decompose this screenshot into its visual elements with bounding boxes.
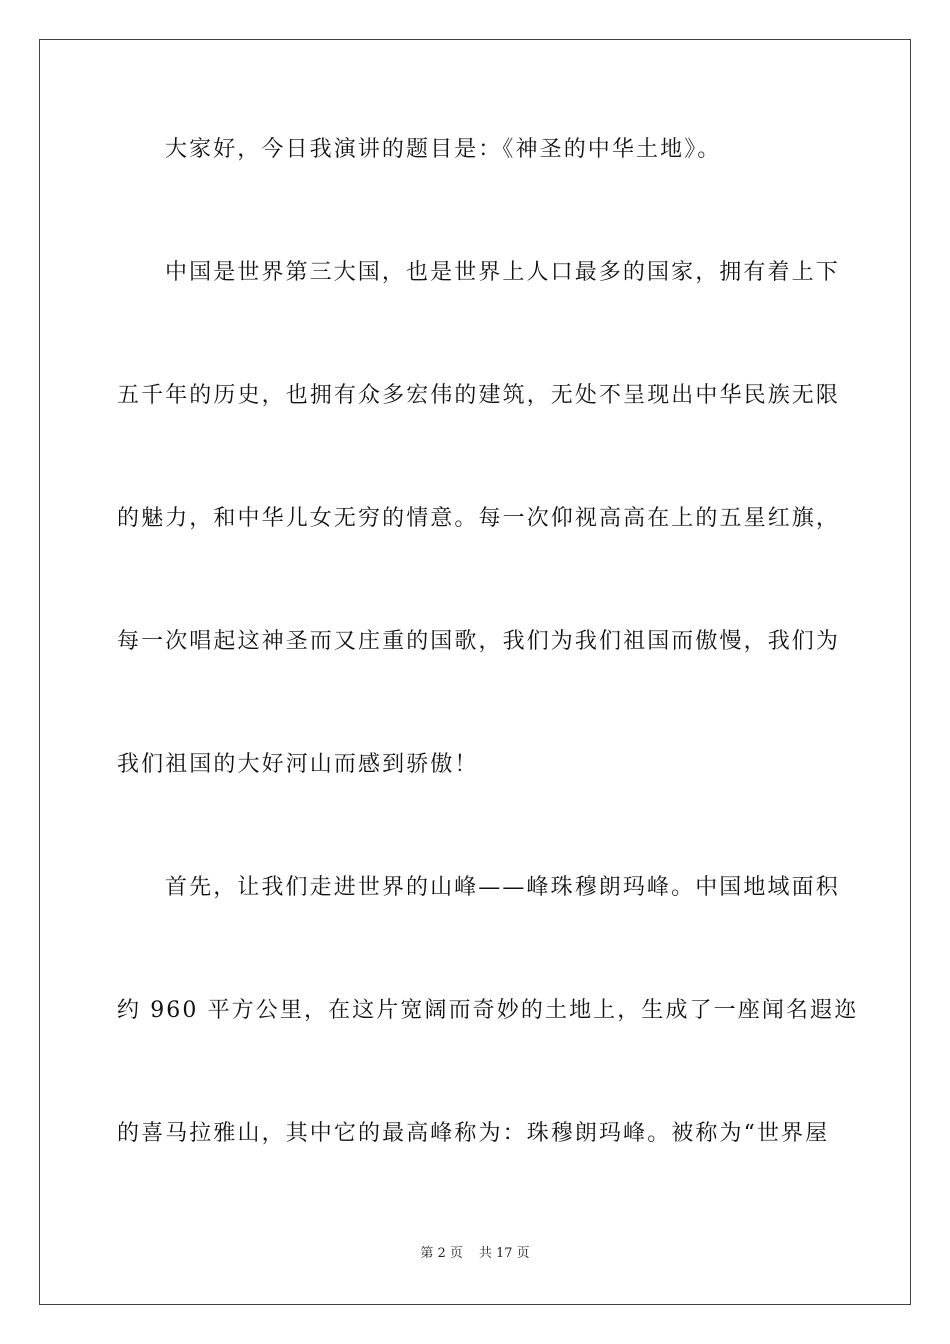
paragraph-2-line-4: 每一次唱起这神圣而又庄重的国歌，我们为我们祖国而傲慢，我们为: [117, 629, 841, 654]
paragraph-2-line-5: 我们祖国的大好河山而感到骄傲！: [117, 752, 479, 777]
page-footer: [0, 1245, 950, 1263]
paragraph-2-line-2: 五千年的历史，也拥有众多宏伟的建筑，无处不呈现出中华民族无限: [117, 383, 841, 408]
paragraph-3-line-2: 约 960 平方公里，在这片宽阔而奇妙的土地上，生成了一座闻名遐迩: [117, 998, 859, 1023]
page-total: 共 17 页: [478, 1246, 530, 1261]
page-number: 第 2 页: [420, 1246, 463, 1261]
paragraph-1-line-1: 大家好，今日我演讲的题目是：《神圣的中华土地》。: [165, 137, 722, 162]
page-border: [39, 39, 911, 1305]
paragraph-2-line-3: 的魅力，和中华儿女无穷的情意。每一次仰视高高在上的五星红旗，: [117, 506, 841, 531]
paragraph-2-line-1: 中国是世界第三大国，也是世界上人口最多的国家，拥有着上下: [165, 260, 840, 285]
paragraph-3-line-1: 首先，让我们走进世界的山峰——峰珠穆朗玛峰。中国地域面积: [165, 875, 840, 900]
paragraph-3-line-3: 的喜马拉雅山，其中它的最高峰称为：珠穆朗玛峰。被称为“世界屋: [117, 1121, 830, 1146]
